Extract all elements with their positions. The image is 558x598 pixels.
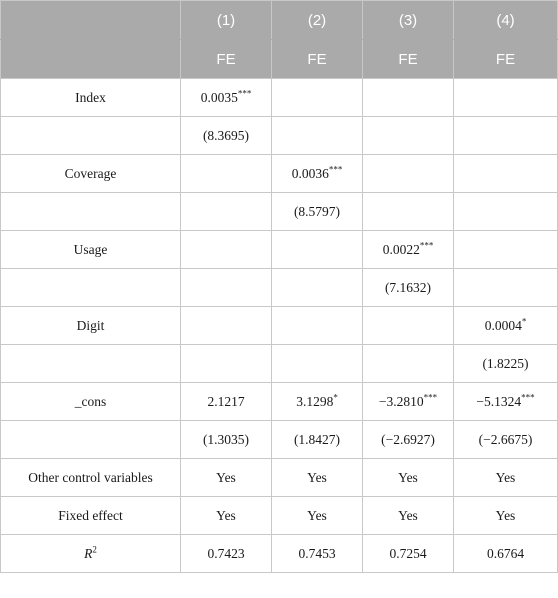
table-cell: Yes xyxy=(272,497,363,535)
column-number-3: (3) xyxy=(363,1,454,40)
r-squared-value-3: 0.7254 xyxy=(363,535,454,573)
table-cell xyxy=(181,269,272,307)
row-label: Other control variables xyxy=(1,459,181,497)
row-label: Fixed effect xyxy=(1,497,181,535)
table-cell: (1.3035) xyxy=(181,421,272,459)
table-cell xyxy=(181,155,272,193)
table-header xyxy=(1,1,558,79)
table-cell: (1.8225) xyxy=(454,345,558,383)
column-method-3: FE xyxy=(363,40,454,79)
column-number-4: (4) xyxy=(454,1,558,40)
significance-stars: * xyxy=(521,316,527,326)
table-cell xyxy=(181,345,272,383)
significance-stars: *** xyxy=(419,240,434,250)
column-number-2: (2) xyxy=(272,1,363,40)
column-number-1: (1) xyxy=(181,1,272,40)
table-cell xyxy=(363,307,454,345)
table-cell xyxy=(454,79,558,117)
row-label-r-squared xyxy=(1,535,181,573)
table-cell: 0.0004* xyxy=(454,307,558,345)
table-cell: (1.8427) xyxy=(272,421,363,459)
table-cell xyxy=(181,193,272,231)
table-cell: 0.0036*** xyxy=(272,155,363,193)
table-cell: (8.3695) xyxy=(181,117,272,155)
table-cell: 2.1217 xyxy=(181,383,272,421)
row-label: _cons xyxy=(1,383,181,421)
table-cell xyxy=(181,307,272,345)
table-row xyxy=(1,79,558,117)
significance-stars: *** xyxy=(328,164,343,174)
r-squared-value-2: 0.7453 xyxy=(272,535,363,573)
significance-stars: * xyxy=(333,392,338,402)
table-cell xyxy=(272,79,363,117)
table-cell xyxy=(181,231,272,269)
table-cell xyxy=(272,307,363,345)
row-label: Usage xyxy=(1,231,181,269)
header-row-methods xyxy=(1,40,558,79)
row-label xyxy=(1,117,181,155)
r-squared-value-4: 0.6764 xyxy=(454,535,558,573)
table-row xyxy=(1,345,558,383)
row-label xyxy=(1,193,181,231)
table-cell: Yes xyxy=(181,497,272,535)
table-cell: 3.1298* xyxy=(272,383,363,421)
header-row-columns xyxy=(1,1,558,40)
table-row xyxy=(1,117,558,155)
table-row xyxy=(1,383,558,421)
header-corner-cell-lower xyxy=(1,40,181,79)
table-row xyxy=(1,497,558,535)
table-row xyxy=(1,307,558,345)
table-cell: Yes xyxy=(363,497,454,535)
table-cell xyxy=(454,269,558,307)
table-cell: Yes xyxy=(454,459,558,497)
table-cell: 0.0022*** xyxy=(363,231,454,269)
table-row xyxy=(1,155,558,193)
table-cell: Yes xyxy=(272,459,363,497)
row-label xyxy=(1,269,181,307)
table-cell xyxy=(272,269,363,307)
table-cell: 0.0035*** xyxy=(181,79,272,117)
r-squared-superscript: 2 xyxy=(92,544,97,554)
table-cell xyxy=(272,117,363,155)
table-row-r-squared xyxy=(1,535,558,573)
table-cell xyxy=(272,345,363,383)
r-squared-symbol: R xyxy=(84,545,93,561)
table-cell: (7.1632) xyxy=(363,269,454,307)
row-label xyxy=(1,345,181,383)
row-label: Index xyxy=(1,79,181,117)
table-cell xyxy=(272,231,363,269)
table-row xyxy=(1,231,558,269)
table-cell xyxy=(454,231,558,269)
table-cell xyxy=(454,117,558,155)
significance-stars: *** xyxy=(521,392,535,402)
row-label xyxy=(1,421,181,459)
table-cell: Yes xyxy=(363,459,454,497)
table-cell: Yes xyxy=(454,497,558,535)
table-cell xyxy=(454,155,558,193)
row-label: Digit xyxy=(1,307,181,345)
table-cell xyxy=(363,117,454,155)
table-row xyxy=(1,421,558,459)
table-cell xyxy=(363,345,454,383)
table-row xyxy=(1,269,558,307)
column-method-4: FE xyxy=(454,40,558,79)
table-row xyxy=(1,459,558,497)
table-cell xyxy=(363,155,454,193)
column-method-1: FE xyxy=(181,40,272,79)
r-squared-value-1: 0.7423 xyxy=(181,535,272,573)
significance-stars: *** xyxy=(237,88,252,98)
table-cell xyxy=(454,193,558,231)
table-cell: Yes xyxy=(181,459,272,497)
table-cell xyxy=(363,193,454,231)
table-cell: −5.1324*** xyxy=(454,383,558,421)
row-label: Coverage xyxy=(1,155,181,193)
table-cell: −3.2810*** xyxy=(363,383,454,421)
table-cell: (8.5797) xyxy=(272,193,363,231)
column-method-2: FE xyxy=(272,40,363,79)
table-cell xyxy=(363,79,454,117)
table-cell: (−2.6927) xyxy=(363,421,454,459)
significance-stars: *** xyxy=(423,392,438,402)
table-row xyxy=(1,193,558,231)
table-body xyxy=(1,79,558,573)
table-cell: (−2.6675) xyxy=(454,421,558,459)
header-corner-cell xyxy=(1,1,181,40)
